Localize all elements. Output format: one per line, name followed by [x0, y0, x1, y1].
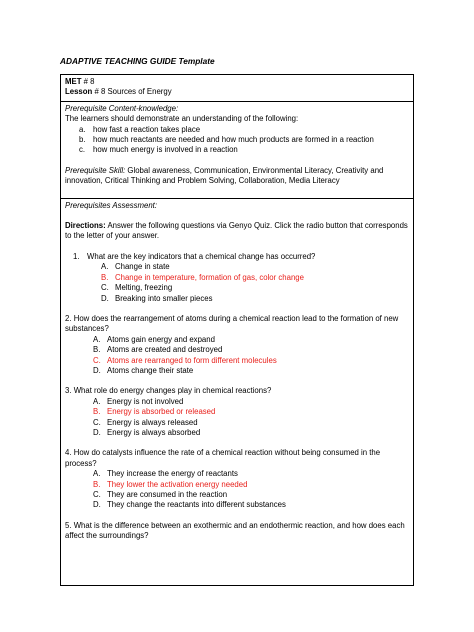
answer-option[interactable]: C. They are consumed in the reaction [93, 490, 228, 499]
answer-option[interactable]: D. Breaking into smaller pieces [101, 293, 213, 303]
lesson-line [65, 87, 409, 97]
answer-option[interactable]: D. They change the reactants into different substances [93, 500, 286, 510]
directions-paragraph [65, 221, 409, 242]
directions-text: Answer the following questions via Genyo Quiz. Click the radio button that corresponds to the letter of your answer. [65, 221, 408, 241]
answer-option[interactable]: A. Energy is not involved [93, 396, 184, 406]
answer-option[interactable]: C. Energy is always released [93, 417, 198, 427]
answer-option[interactable]: D. Energy is always absorbed [93, 427, 201, 437]
knowledge-item: c. how much energy is involved in a reaction [79, 145, 238, 155]
document-title: ADAPTIVE TEACHING GUIDE Template [60, 56, 215, 66]
question-2-options [65, 335, 409, 377]
question-4-options [65, 469, 409, 511]
prerequisite-cell [61, 102, 413, 199]
assessment-heading: Prerequisites Assessment: [65, 200, 158, 210]
correct-answer-option[interactable]: B. Change in temperature, formation of gas, color change [101, 272, 304, 282]
knowledge-list [65, 125, 409, 156]
header-cell [61, 75, 413, 102]
correct-answer-option[interactable]: B. Energy is absorbed or released [93, 407, 216, 417]
answer-option[interactable]: D. Atoms change their state [93, 365, 194, 375]
knowledge-item: a. how fast a reaction takes place [79, 124, 201, 134]
answer-option[interactable]: C. Melting, freezing [101, 283, 173, 293]
directions-label: Directions: [65, 221, 106, 231]
met-value: # 8 [83, 77, 95, 86]
question-text: 1. What are the key indicators that a chemical change has occurred? [73, 251, 316, 261]
lesson-label: Lesson [65, 87, 93, 97]
answer-option[interactable]: B. Atoms are created and destroyed [93, 345, 223, 355]
skill-heading: Prerequisite Skill: [65, 165, 126, 175]
question-4: 4. How do catalysts influence the rate of a chemical reaction without being consumed in the process? [65, 448, 381, 468]
lesson-value: # 8 Sources of Energy [94, 87, 172, 97]
question-1 [65, 252, 409, 262]
knowledge-item: b. how much reactants are needed and how much products are formed in a reaction [79, 135, 374, 145]
correct-answer-option[interactable]: B. They lower the activation energy needed [93, 479, 248, 489]
question-3-options [65, 397, 409, 439]
assessment-cell [61, 199, 413, 585]
skill-text: Global awareness, Communication, Environmental Literacy, Creativity and innovation, Critical Thinking and Problem Solving, Collaboration, Media Literacy [65, 165, 384, 186]
answer-option[interactable]: A. They increase the energy of reactants [93, 469, 238, 479]
question-5: 5. What is the difference between an exothermic and an endothermic reaction, and how does each affect the surroundings? [65, 520, 405, 541]
knowledge-intro: The learners should demonstrate an understanding of the following: [65, 114, 299, 124]
skill-paragraph [65, 166, 409, 187]
answer-option[interactable]: A. Atoms gain energy and expand [93, 334, 215, 344]
question-3: 3. What role do energy changes play in chemical reactions? [65, 386, 272, 396]
knowledge-heading: Prerequisite Content-knowledge: [65, 103, 179, 113]
answer-option[interactable]: A. Change in state [101, 262, 170, 272]
guide-table [60, 74, 414, 586]
met-line [65, 77, 409, 87]
correct-answer-option[interactable]: C. Atoms are rearranged to form different molecules [93, 355, 277, 365]
question-2: 2. How does the rearrangement of atoms during a chemical reaction lead to the formation of new substances? [65, 313, 399, 334]
met-label: MET [65, 77, 82, 86]
question-1-options [65, 262, 409, 304]
